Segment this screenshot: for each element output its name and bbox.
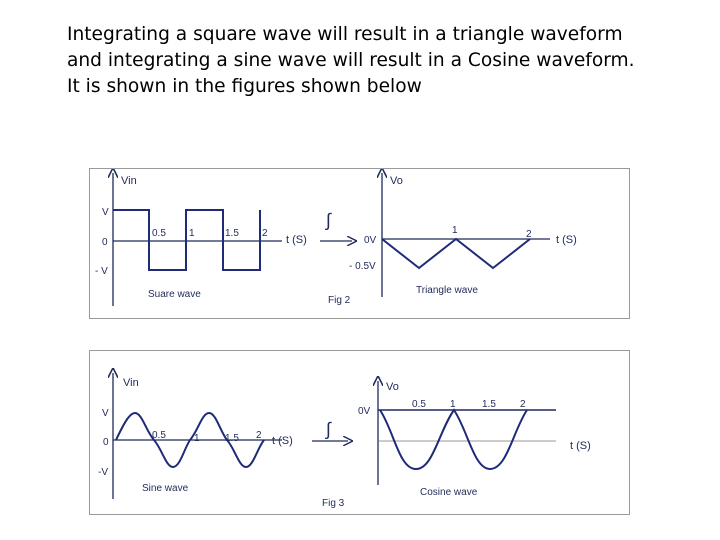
integral-symbol: ∫ (326, 210, 331, 230)
output-x-tick-0.5: 0.5 (412, 399, 426, 410)
output-x-tick-1: 1 (450, 399, 456, 410)
output-y-tick-low: - 0.5V (349, 261, 376, 272)
output-x-tick-1: 1 (452, 225, 458, 236)
intro-line-3: It is shown in the figures shown below (67, 76, 422, 97)
input-y-tick-low: - V (95, 266, 108, 277)
square-wave (113, 210, 260, 270)
output-x-tick-1.5: 1.5 (482, 399, 496, 410)
input-wave-label: Suare wave (148, 289, 201, 300)
figure-2-panel (89, 168, 630, 319)
integral-symbol: ∫ (326, 419, 331, 439)
input-y-tick-low: -V (98, 467, 108, 478)
input-x-tick-0.5: 0.5 (152, 430, 166, 441)
input-x-axis-label: t (S) (272, 435, 293, 447)
input-x-axis-label: t (S) (286, 234, 307, 246)
input-y-tick-zero: 0 (102, 237, 108, 248)
input-y-tick-high: V (102, 408, 109, 419)
output-y-tick-zero: 0V (364, 235, 377, 246)
input-y-tick-high: V (102, 207, 109, 218)
input-y-axis-label: Vin (121, 175, 137, 187)
input-wave-label: Sine wave (142, 483, 189, 494)
cosine-wave (380, 410, 527, 469)
output-y-axis-label: Vo (390, 175, 403, 187)
input-y-axis-label: Vin (123, 377, 139, 389)
input-x-tick-2: 2 (256, 430, 262, 441)
input-y-tick-zero: 0 (103, 437, 109, 448)
intro-line-1: Integrating a square wave will result in a triangle waveform (67, 24, 623, 45)
input-x-tick-1: 1 (189, 228, 195, 239)
output-x-axis-label: t (S) (570, 440, 591, 452)
figure-3-diagram (90, 351, 631, 516)
input-x-tick-2: 2 (262, 228, 268, 239)
input-x-tick-0.5: 0.5 (152, 228, 166, 239)
figure-2-diagram (90, 169, 631, 320)
intro-text (67, 22, 707, 100)
output-x-axis-label: t (S) (556, 234, 577, 246)
output-y-axis-label: Vo (386, 381, 399, 393)
output-x-tick-2: 2 (526, 229, 532, 240)
input-x-tick-1: 1 (194, 433, 200, 444)
figure-2-caption: Fig 2 (328, 295, 351, 306)
input-x-tick-1.5: 1.5 (225, 433, 239, 444)
intro-line-2: and integrating a sine wave will result in a Cosine waveform. (67, 50, 635, 71)
triangle-wave (382, 239, 530, 268)
output-x-tick-2: 2 (520, 399, 526, 410)
input-x-tick-1.5: 1.5 (225, 228, 239, 239)
figure-3-panel (89, 350, 630, 515)
output-wave-label: Triangle wave (416, 285, 478, 296)
figure-3-caption: Fig 3 (322, 498, 345, 509)
output-y-tick-zero: 0V (358, 406, 371, 417)
output-wave-label: Cosine wave (420, 487, 478, 498)
